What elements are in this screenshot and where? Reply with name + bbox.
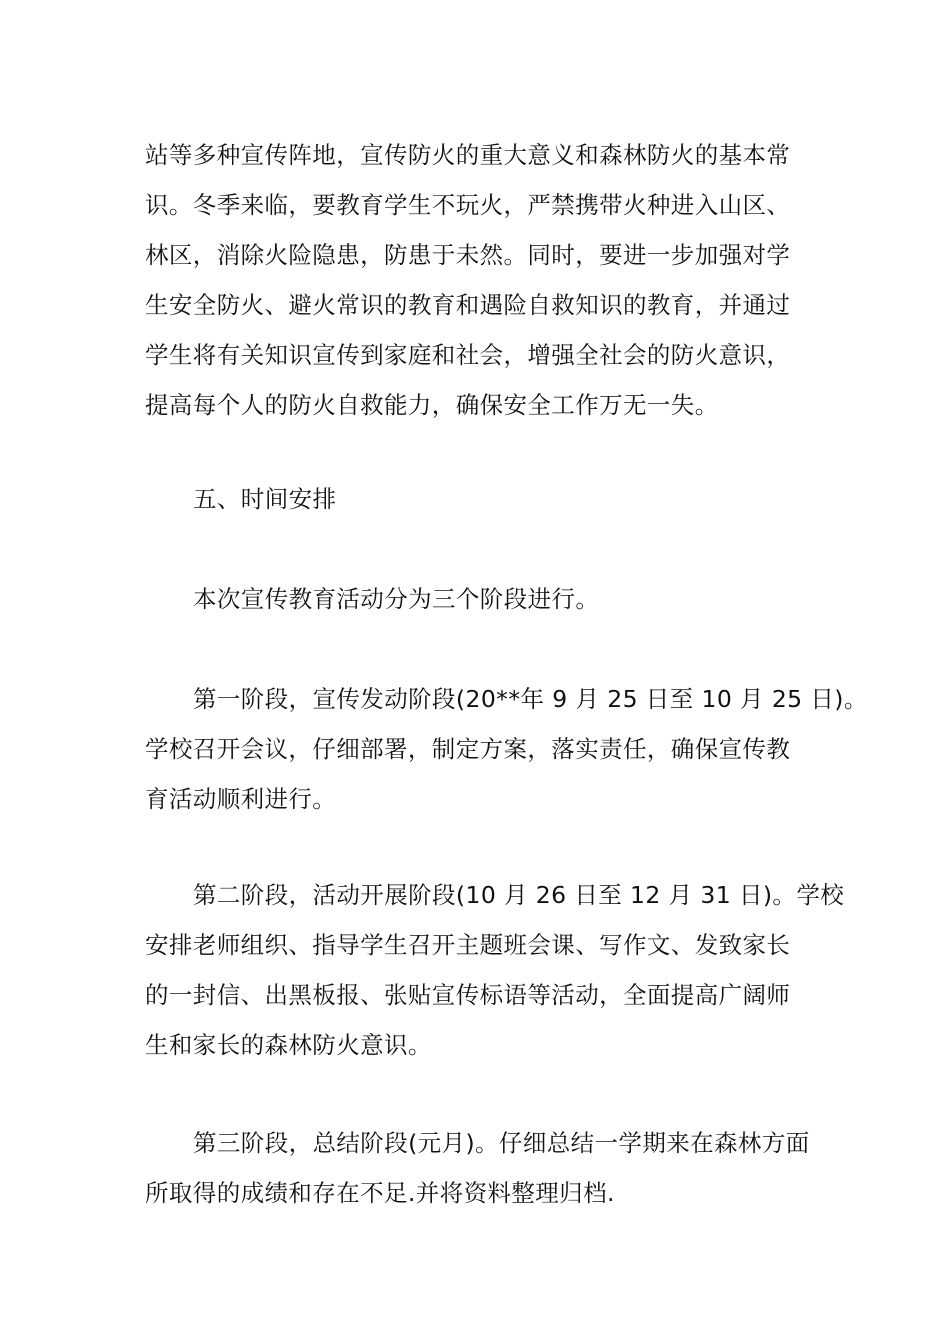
text-line: 的一封信、出黑板报、张贴宣传标语等活动，全面提高广阔师 <box>145 981 791 1009</box>
section-heading: 五、时间安排 <box>193 485 337 513</box>
paragraph-stage-two <box>145 870 845 1070</box>
paragraph-stage-one <box>145 674 868 824</box>
text-line: 所取得的成绩和存在不足.并将资料整理归档. <box>145 1179 615 1207</box>
text-line: 生安全防火、避火常识的教育和遇险自救知识的教育，并通过 <box>145 291 791 319</box>
paragraph-stage-three <box>145 1118 815 1218</box>
text-line: 第一阶段，宣传发动阶段(20**年 9 月 25 日至 10 月 25 日)。 <box>193 685 868 713</box>
text-line: 第二阶段，活动开展阶段(10 月 26 日至 12 月 31 日)。学校 <box>193 881 845 909</box>
paragraph-intro <box>145 574 815 624</box>
text-line: 林区，消除火险隐患，防患于未然。同时，要进一步加强对学 <box>145 241 791 269</box>
text-line: 站等多种宣传阵地，宣传防火的重大意义和森林防火的基本常 <box>145 141 791 169</box>
text-line: 生和家长的森林防火意识。 <box>145 1031 432 1059</box>
paragraph-fire-education <box>145 130 815 430</box>
text-line: 第三阶段，总结阶段(元月)。仔细总结一学期来在森林方面 <box>193 1129 810 1157</box>
text-line: 提高每个人的防火自救能力，确保安全工作万无一失。 <box>145 391 719 419</box>
text-line: 识。冬季来临，要教育学生不玩火，严禁携带火种进入山区、 <box>145 191 791 219</box>
text-line: 安排老师组织、指导学生召开主题班会课、写作文、发致家长 <box>145 931 791 959</box>
text-line: 本次宣传教育活动分为三个阶段进行。 <box>193 585 600 613</box>
text-line: 育活动顺利进行。 <box>145 785 337 813</box>
section-heading-schedule <box>145 474 815 524</box>
text-line: 学生将有关知识宣传到家庭和社会，增强全社会的防火意识， <box>145 341 791 369</box>
text-line: 学校召开会议，仔细部署，制定方案，落实责任，确保宣传教 <box>145 735 791 763</box>
